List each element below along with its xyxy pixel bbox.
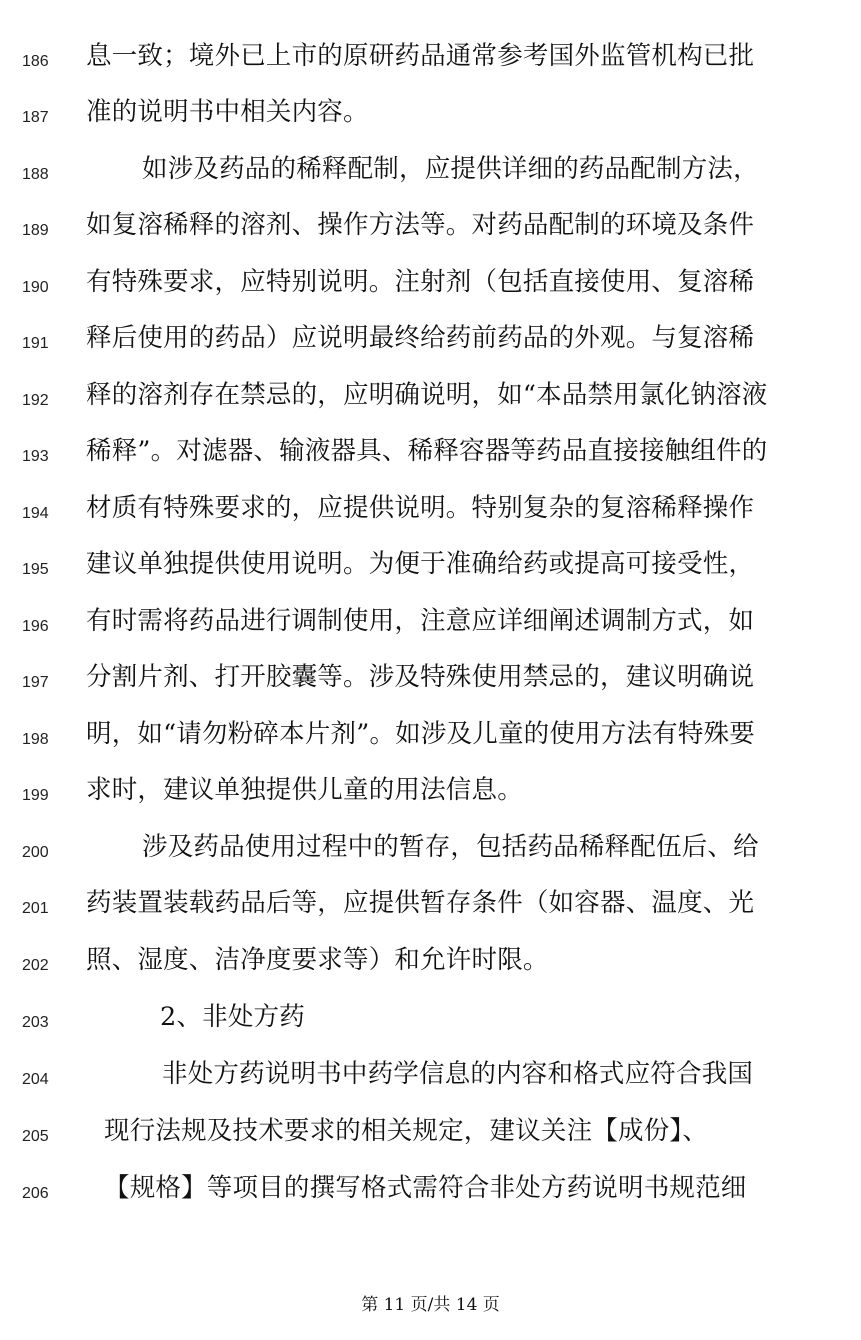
line-number: 202: [22, 957, 49, 974]
page-footer: 第 11 页/共 14 页: [361, 1295, 500, 1315]
text-line: [0, 1107, 861, 1163]
text-line: [0, 145, 861, 201]
line-number: 189: [22, 222, 49, 239]
line-text: 非处方药说明书中药学信息的内容和格式应符合我国: [162, 1059, 754, 1089]
text-line: [0, 653, 861, 709]
text-line: [0, 427, 861, 483]
line-number: 204: [22, 1071, 49, 1088]
text-line: [0, 371, 861, 427]
line-number: 194: [22, 505, 49, 522]
text-line: [0, 936, 861, 992]
line-number: 205: [22, 1128, 49, 1145]
line-number: 206: [22, 1185, 49, 1202]
line-text: 分割片剂、打开胶囊等。涉及特殊使用禁忌的，建议明确说: [86, 662, 755, 692]
section-heading-line: [0, 993, 861, 1049]
text-line: [0, 540, 861, 596]
line-number: 186: [22, 53, 49, 70]
text-line: [0, 879, 861, 935]
text-line: [0, 766, 861, 822]
line-number: 199: [22, 787, 49, 804]
text-line: [0, 484, 861, 540]
line-number: 195: [22, 561, 49, 578]
line-number: 200: [22, 844, 49, 861]
text-line: [0, 710, 861, 766]
line-number: 192: [22, 392, 49, 409]
line-number: 203: [22, 1014, 49, 1031]
line-text: 涉及药品使用过程中的暂存，包括药品稀释配伍后、给: [142, 832, 759, 862]
line-number: 196: [22, 618, 49, 635]
line-text: 【规格】等项目的撰写格式需符合非处方药说明书规范细: [104, 1173, 747, 1203]
text-line: [0, 1050, 861, 1106]
text-line: [0, 1164, 861, 1220]
text-line: [0, 201, 861, 257]
line-text: 准的说明书中相关内容。: [86, 97, 369, 127]
text-line: [0, 258, 861, 314]
text-line: [0, 32, 861, 88]
line-text: 建议单独提供使用说明。为便于准确给药或提高可接受性，: [86, 549, 755, 579]
line-number: 191: [22, 335, 49, 352]
line-text: 明，如“请勿粉碎本片剂”。如涉及儿童的使用方法有特殊要: [86, 719, 755, 749]
line-text: 稀释”。对滤器、输液器具、稀释容器等药品直接接触组件的: [86, 436, 768, 466]
text-line: [0, 823, 861, 879]
line-text: 有时需将药品进行调制使用，注意应详细阐述调制方式，如: [86, 606, 755, 636]
line-number: 190: [22, 279, 49, 296]
line-text: 如涉及药品的稀释配制，应提供详细的药品配制方法，: [142, 154, 759, 184]
text-line: [0, 88, 861, 144]
line-text: 释的溶剂存在禁忌的，应明确说明，如“本品禁用氯化钠溶液: [86, 380, 768, 410]
line-text: 有特殊要求，应特别说明。注射剂（包括直接使用、复溶稀: [86, 267, 755, 297]
line-text: 药装置装载药品后等，应提供暂存条件（如容器、温度、光: [86, 888, 755, 918]
line-text: 释后使用的药品）应说明最终给药前药品的外观。与复溶稀: [86, 323, 755, 353]
line-text: 现行法规及技术要求的相关规定，建议关注【成份】、: [104, 1116, 709, 1146]
line-text: 如复溶稀释的溶剂、操作方法等。对药品配制的环境及条件: [86, 210, 755, 240]
line-number: 187: [22, 109, 49, 126]
section-heading: 2、非处方药: [160, 1002, 305, 1032]
line-number: 188: [22, 166, 49, 183]
line-number: 193: [22, 448, 49, 465]
line-number: 198: [22, 731, 49, 748]
text-line: [0, 597, 861, 653]
line-number: 197: [22, 674, 49, 691]
line-text: 息一致；境外已上市的原研药品通常参考国外监管机构已批: [86, 41, 755, 71]
text-line: [0, 314, 861, 370]
line-number: 201: [22, 900, 49, 917]
line-text: 材质有特殊要求的，应提供说明。特别复杂的复溶稀释操作: [86, 493, 755, 523]
line-text: 照、湿度、洁净度要求等）和允许时限。: [86, 945, 549, 975]
line-text: 求时，建议单独提供儿童的用法信息。: [86, 775, 523, 805]
